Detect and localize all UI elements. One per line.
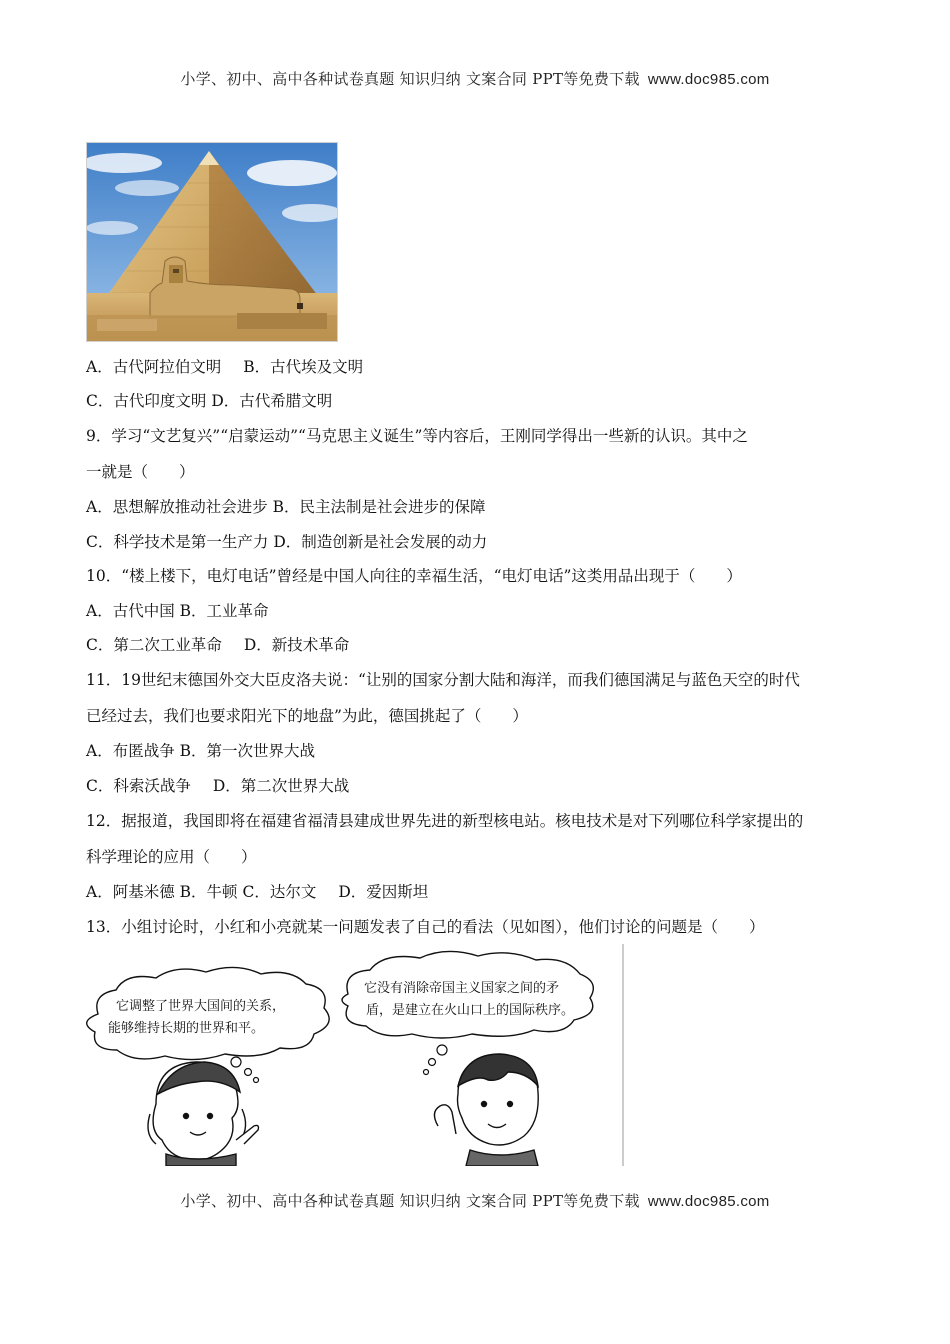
- q11-option-c[interactable]: C．科索沃战争: [86, 777, 191, 795]
- q9-options-row1: [86, 497, 486, 517]
- q12-stem-line2: 科学理论的应用（ ）: [86, 848, 257, 866]
- q9-stem-line1: 9．学习“文艺复兴”“启蒙运动”“马克思主义诞生”等内容后，王刚同学得出一些新的认识。其中之: [86, 427, 748, 445]
- boy-bubble-line1: 它没有消除帝国主义国家之间的矛: [364, 981, 560, 996]
- q10-option-d[interactable]: D．新技术革命: [243, 636, 350, 654]
- q11-option-d[interactable]: D．第二次世界大战: [212, 777, 350, 795]
- q9-option-b[interactable]: B．民主法制是社会进步的保障: [272, 498, 486, 516]
- boy-bubble-line2: 盾，是建立在火山口上的国际秩序。: [366, 1003, 575, 1018]
- boy-figure: [434, 1054, 538, 1166]
- q12-option-d[interactable]: D．爱因斯坦: [338, 883, 429, 901]
- q11-options-row1: [86, 741, 315, 761]
- q9-option-a[interactable]: A．思想解放推动社会进步: [86, 498, 268, 516]
- q9-options-row2: [86, 532, 487, 552]
- q11-stem-line1: 11．19世纪末德国外交大臣皮洛夫说：“让别的国家分割大陆和海洋，而我们德国满足与蓝色天空的时代: [86, 671, 800, 689]
- q9-option-d[interactable]: D．制造创新是社会发展的动力: [273, 533, 488, 551]
- q10-stem: 10．“楼上楼下，电灯电话”曾经是中国人向往的幸福生活，“电灯电话”这类用品出现于（ ）: [86, 567, 742, 585]
- girl-figure: [148, 1062, 259, 1166]
- q11-stem-line2: 已经过去，我们也要求阳光下的地盘”为此，德国挑起了（ ）: [86, 707, 528, 725]
- q10-options-row2: [86, 635, 349, 655]
- q10-option-a[interactable]: A．古代中国: [86, 602, 175, 620]
- discussion-cartoon: [86, 944, 626, 1166]
- q8-option-a[interactable]: A．古代阿拉伯文明: [86, 358, 222, 376]
- q8-option-b[interactable]: B．古代埃及文明: [243, 358, 364, 376]
- q13-stem: 13．小组讨论时，小红和小亮就某一问题发表了自己的看法（见如图），他们讨论的问题是（ ）: [86, 918, 765, 936]
- q11-option-a[interactable]: A．布匿战争: [86, 742, 175, 760]
- q12-stem-line1: 12．据报道，我国即将在福建省福清县建成世界先进的新型核电站。核电技术是对下列哪位科学家提出的: [86, 812, 804, 830]
- header-url[interactable]: www.doc985.com: [647, 71, 770, 88]
- q12-option-c[interactable]: C．达尔文: [242, 883, 317, 901]
- q10-option-b[interactable]: B．工业革命: [179, 602, 269, 620]
- q12-option-b[interactable]: B．牛顿: [179, 883, 238, 901]
- q10-option-c[interactable]: C．第二次工业革命: [86, 636, 222, 654]
- q8-options-row1: [86, 357, 363, 377]
- footer-text: 小学、初中、高中各种试卷真题 知识归纳 文案合同 PPT等免费下载: [180, 1192, 640, 1210]
- q8-option-d[interactable]: D．古代希腊文明: [211, 392, 333, 410]
- q10-options-row1: [86, 601, 269, 621]
- header-text: 小学、初中、高中各种试卷真题 知识归纳 文案合同 PPT等免费下载: [180, 70, 640, 88]
- q12-option-a[interactable]: A．阿基米德: [86, 883, 175, 901]
- q8-option-c[interactable]: C．古代印度文明: [86, 392, 207, 410]
- girl-bubble-line2: 能够维持长期的世界和平。: [108, 1021, 265, 1036]
- q11-option-b[interactable]: B．第一次世界大战: [179, 742, 316, 760]
- q8-options-row2: [86, 391, 332, 411]
- page-header: [0, 68, 950, 89]
- footer-url[interactable]: www.doc985.com: [647, 1193, 770, 1210]
- q9-option-c[interactable]: C．科学技术是第一生产力: [86, 533, 269, 551]
- q12-options-row: [86, 882, 428, 902]
- page-footer: [0, 1190, 950, 1211]
- pyramid-sphinx-photo: [86, 142, 338, 342]
- q11-options-row2: [86, 776, 349, 796]
- q9-stem-line2: 一就是（ ）: [86, 463, 195, 481]
- girl-bubble-line1: 它调整了世界大国间的关系，: [116, 999, 286, 1014]
